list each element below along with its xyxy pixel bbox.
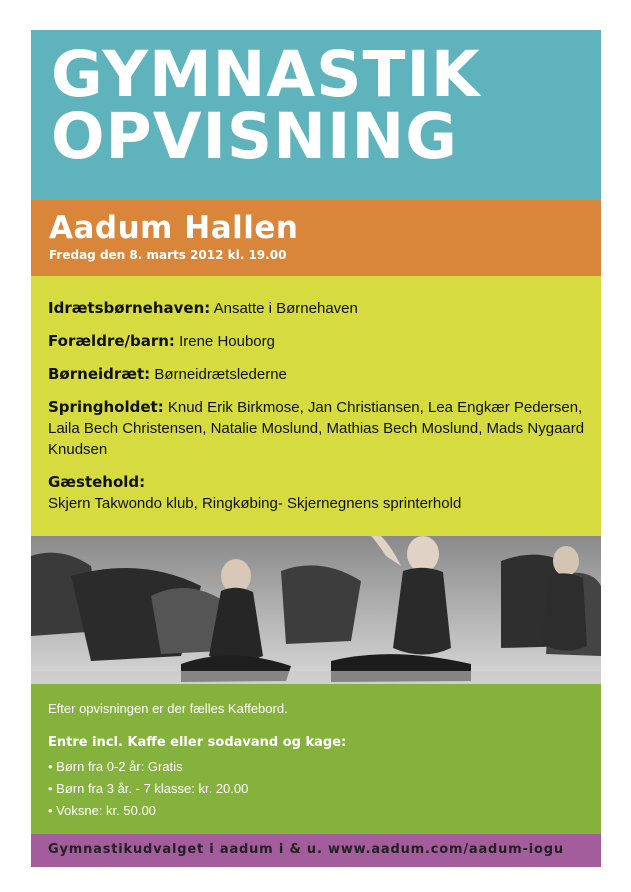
venue-name: Aadum Hallen: [49, 210, 299, 246]
venue-band: [31, 200, 601, 276]
poster-title-line-1: GYMNASTIK: [51, 38, 481, 111]
program-entry-springholdet: [48, 397, 587, 460]
price-item: • Børn fra 3 år. - 7 klasse: kr. 20.00: [48, 781, 249, 796]
gymnasts-photo-illustration: [31, 536, 601, 684]
gymnasts-photo: [31, 536, 601, 684]
program-label: Springholdet:: [48, 398, 164, 416]
program-label: Gæstehold:: [48, 473, 146, 491]
entrance-heading: Entre incl. Kaffe eller sodavand og kage:: [48, 735, 347, 750]
venue-date: Fredag den 8. marts 2012 kl. 19.00: [49, 248, 287, 262]
program-text: Børneidrætslederne: [150, 366, 287, 383]
program-label: Børneidræt:: [48, 365, 151, 383]
program-text: Knud Erik Birkmose, Jan Christiansen, Lea Engkær Pedersen, Laila Bech Christensen, Natalie Moslund, Mathias Bech Moslund, Mads Nygaard Knudsen: [48, 399, 585, 458]
info-band: [31, 684, 601, 834]
program-entry-idraetsbornehaven: [48, 298, 587, 319]
after-show-text: Efter opvisningen er der fælles Kaffebord.: [48, 701, 288, 716]
program-text: Irene Houborg: [174, 333, 275, 350]
footer-band: [31, 834, 601, 867]
poster: [31, 30, 601, 867]
program-band: [31, 276, 601, 536]
price-item: • Voksne: kr. 50.00: [48, 803, 156, 818]
footer-text: Gymnastikudvalget i aadum i & u. www.aadum.com/aadum-iogu: [48, 842, 564, 857]
title-band: [31, 30, 601, 200]
program-entry-gaestehold: [48, 472, 587, 514]
price-item: • Børn fra 0-2 år: Gratis: [48, 759, 183, 774]
program-entry-borneidraet: [48, 364, 587, 385]
program-entry-foraeldre-barn: [48, 331, 587, 352]
program-text: Skjern Takwondo klub, Ringkøbing- Skjernegnens sprinterhold: [48, 495, 462, 512]
poster-title-line-2: OPVISNING: [51, 100, 458, 173]
program-label: Idrætsbørnehaven:: [48, 299, 211, 317]
program-text: Ansatte i Børnehaven: [210, 300, 358, 317]
program-label: Forældre/barn:: [48, 332, 175, 350]
